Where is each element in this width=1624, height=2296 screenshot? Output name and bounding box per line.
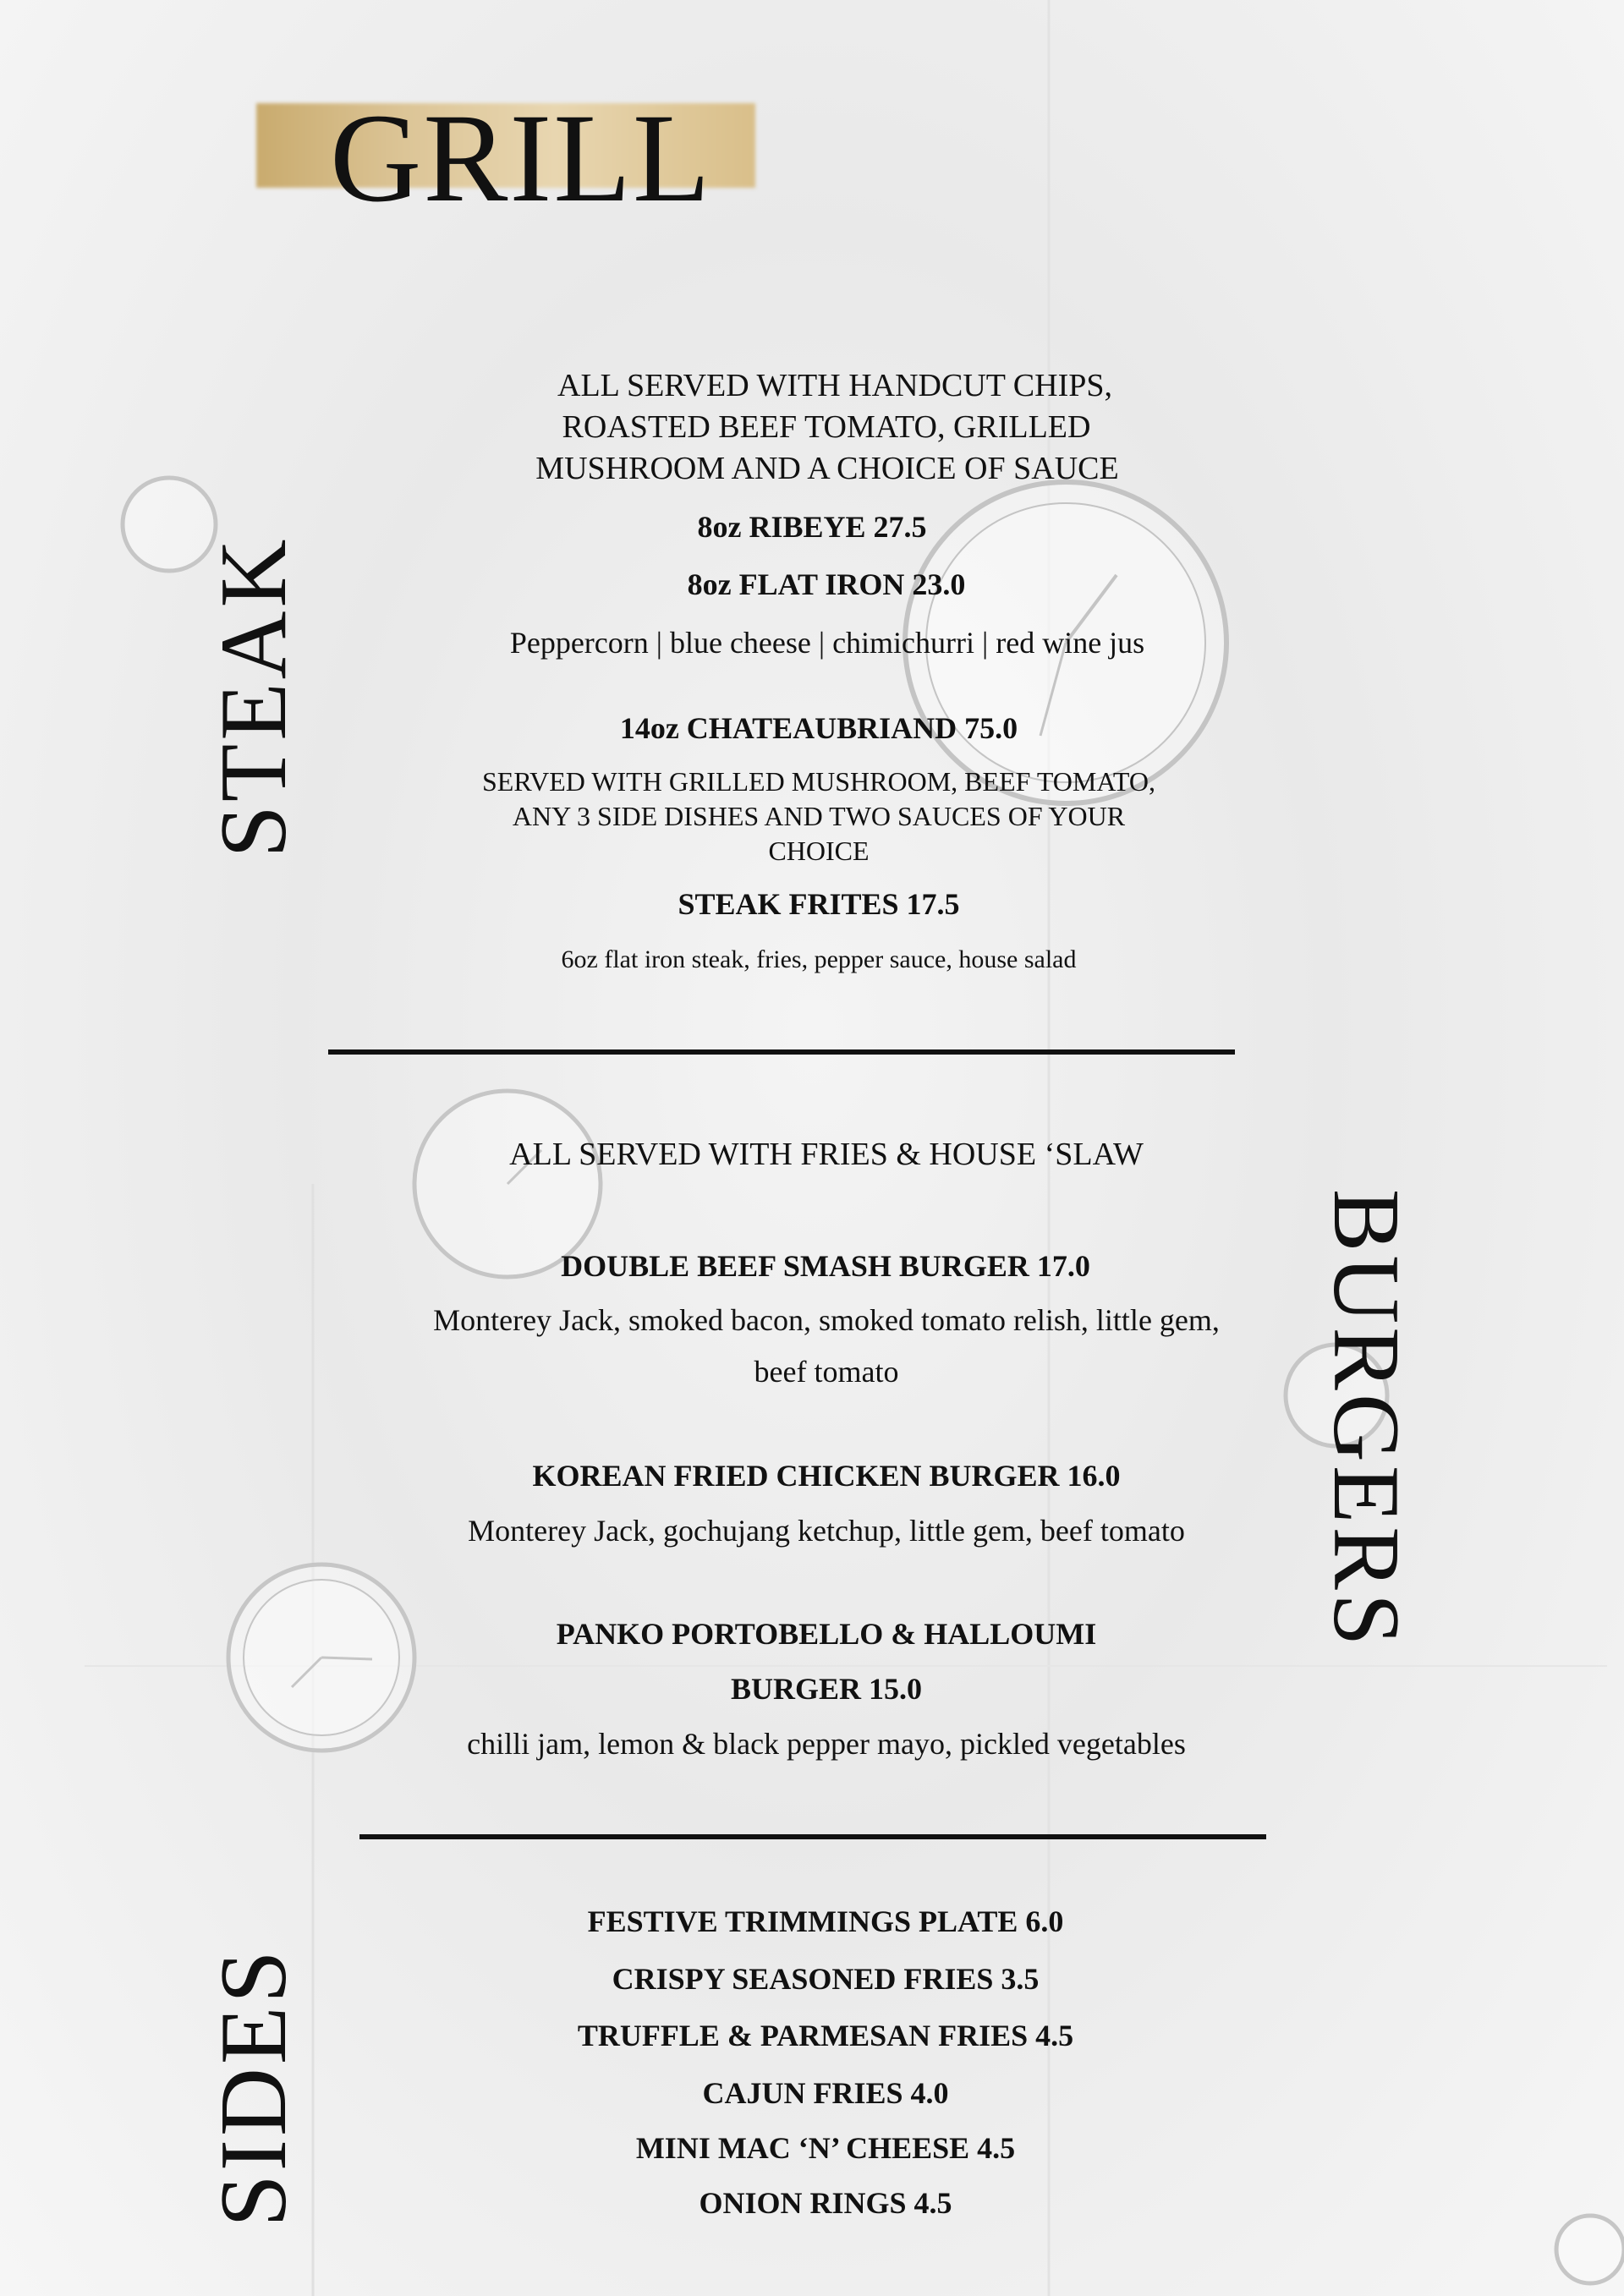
steak-frites-description: 6oz flat iron steak, fries, pepper sauce, house salad [561,945,1077,973]
side-item: ONION RINGS 4.5 [699,2186,952,2220]
smash-burger-description-line-1: Monterey Jack, smoked bacon, smoked tomato relish, little gem, [433,1303,1220,1337]
side-item: FESTIVE TRIMMINGS PLATE 6.0 [587,1904,1064,1938]
steak-intro-line-2: ROASTED BEEF TOMATO, GRILLED [562,409,1091,445]
side-item: TRUFFLE & PARMESAN FRIES 4.5 [577,2019,1074,2052]
steak-sauces: Peppercorn | blue cheese | chimichurri | red wine jus [509,626,1145,660]
side-item: CRISPY SEASONED FRIES 3.5 [612,1962,1040,1996]
page-title: GRILL [330,88,712,228]
chateaubriand-note-line-2: ANY 3 SIDE DISHES AND TWO SAUCES OF YOUR [512,801,1126,831]
chateaubriand-note-line-3: CHOICE [768,836,870,866]
steak-intro-line-3: MUSHROOM AND A CHOICE OF SAUCE [535,451,1119,486]
menu-item-flat-iron: 8oz FLAT IRON 23.0 [687,567,966,601]
menu-item-korean-chicken-burger: KOREAN FRIED CHICKEN BURGER 16.0 [532,1459,1121,1493]
menu-item-panko-burger-line-2: BURGER 15.0 [730,1672,923,1706]
side-item: MINI MAC ‘N’ CHEESE 4.5 [635,2131,1016,2165]
menu-item-panko-burger-line-1: PANKO PORTOBELLO & HALLOUMI [556,1617,1097,1651]
menu-item-ribeye: 8oz RIBEYE 27.5 [697,510,927,544]
divider-line [359,1834,1266,1839]
panko-burger-description: chilli jam, lemon & black pepper mayo, pickled vegetables [467,1727,1186,1761]
menu-item-steak-frites: STEAK FRITES 17.5 [678,887,960,921]
korean-burger-description: Monterey Jack, gochujang ketchup, little gem, beef tomato [468,1514,1185,1548]
steak-intro-line-1: ALL SERVED WITH HANDCUT CHIPS, [557,368,1112,403]
smash-burger-description-line-2: beef tomato [754,1355,899,1389]
sides-section-label: SIDES [201,1947,306,2228]
divider-line [328,1049,1235,1055]
burgers-section-label: BURGERS [1314,1188,1418,1650]
burgers-intro: ALL SERVED WITH FRIES & HOUSE ‘SLAW [509,1137,1144,1172]
chateaubriand-note-line-1: SERVED WITH GRILLED MUSHROOM, BEEF TOMATO, [482,766,1155,797]
menu-item-chateaubriand: 14oz CHATEAUBRIAND 75.0 [619,711,1018,745]
side-item: CAJUN FRIES 4.0 [702,2076,949,2110]
menu-item-smash-burger: DOUBLE BEEF SMASH BURGER 17.0 [561,1249,1090,1283]
steak-section-label: STEAK [201,535,306,858]
